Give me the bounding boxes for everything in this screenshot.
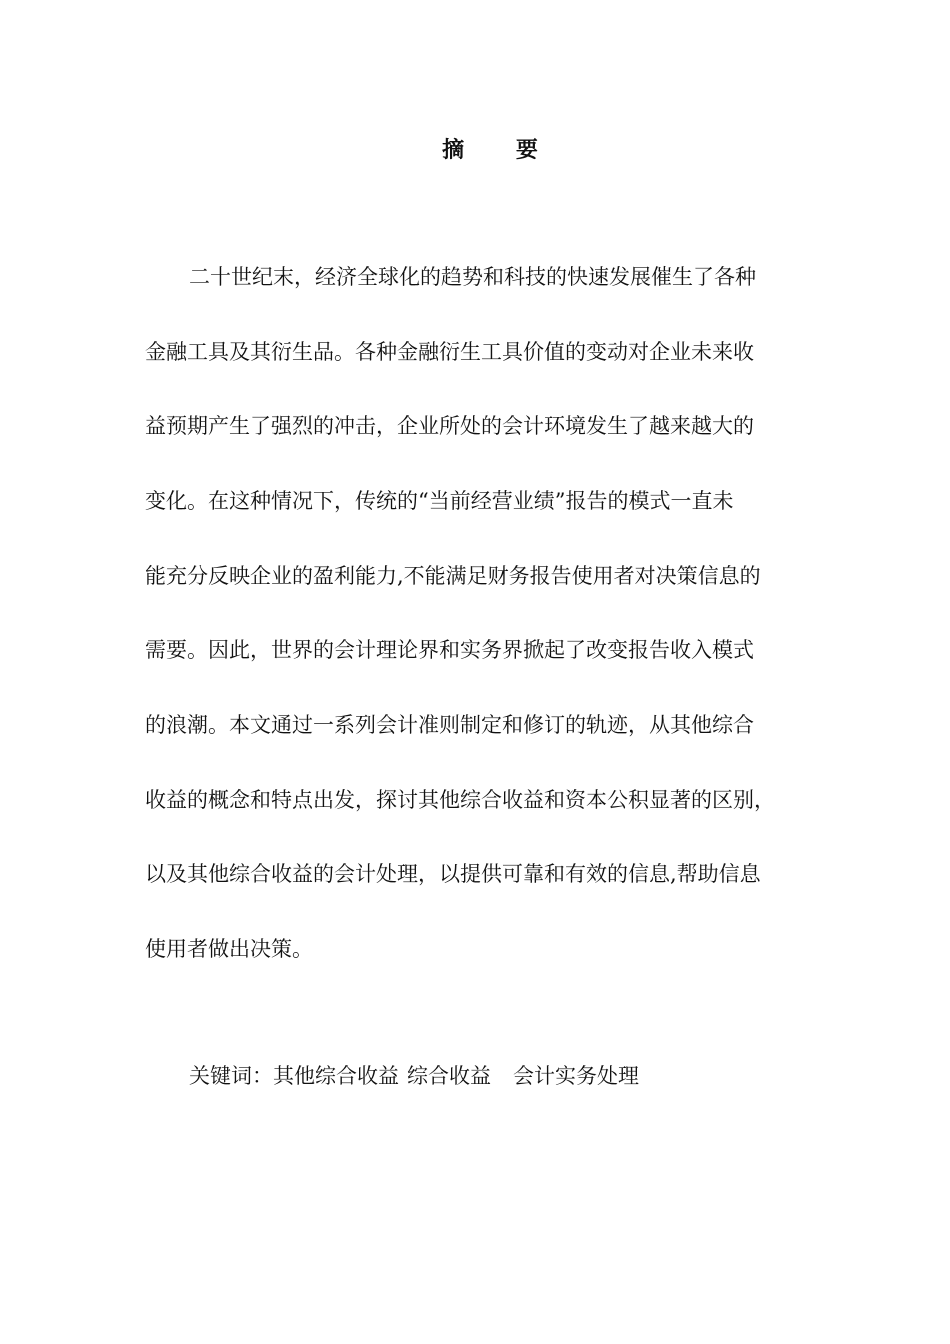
abstract-line: 需要。因此，世界的会计理论界和实务界掀起了改变报告收入模式	[145, 638, 754, 662]
keyword-item: 综合收益	[407, 1064, 491, 1088]
abstract-line: 金融工具及其衍生品。各种金融衍生工具价值的变动对企业未来收	[145, 340, 754, 364]
abstract-title: 摘 要	[442, 138, 560, 163]
keywords-label: 关键词：	[189, 1064, 273, 1088]
keyword-item: 其他综合收益	[273, 1064, 399, 1088]
abstract-line: 二十世纪末，经济全球化的趋势和科技的快速发展催生了各种	[189, 265, 756, 289]
keywords-line	[189, 1056, 639, 1096]
abstract-line: 益预期产生了强烈的冲击，企业所处的会计环境发生了越来越大的	[145, 414, 754, 438]
abstract-line: 的浪潮。本文通过一系列会计准则制定和修订的轨迹，从其他综合	[145, 713, 754, 737]
keyword-item: 会计实务处理	[513, 1064, 639, 1088]
abstract-line: 以及其他综合收益的会计处理，以提供可靠和有效的信息,帮助信息	[145, 862, 761, 886]
abstract-line: 收益的概念和特点出发，探讨其他综合收益和资本公积显著的区别，	[145, 788, 775, 812]
abstract-line: 使用者做出决策。	[145, 937, 313, 961]
abstract-line: 变化。在这种情况下，传统的“当前经营业绩”报告的模式一直未	[145, 489, 734, 513]
abstract-line: 能充分反映企业的盈利能力,不能满足财务报告使用者对决策信息的	[145, 564, 761, 588]
